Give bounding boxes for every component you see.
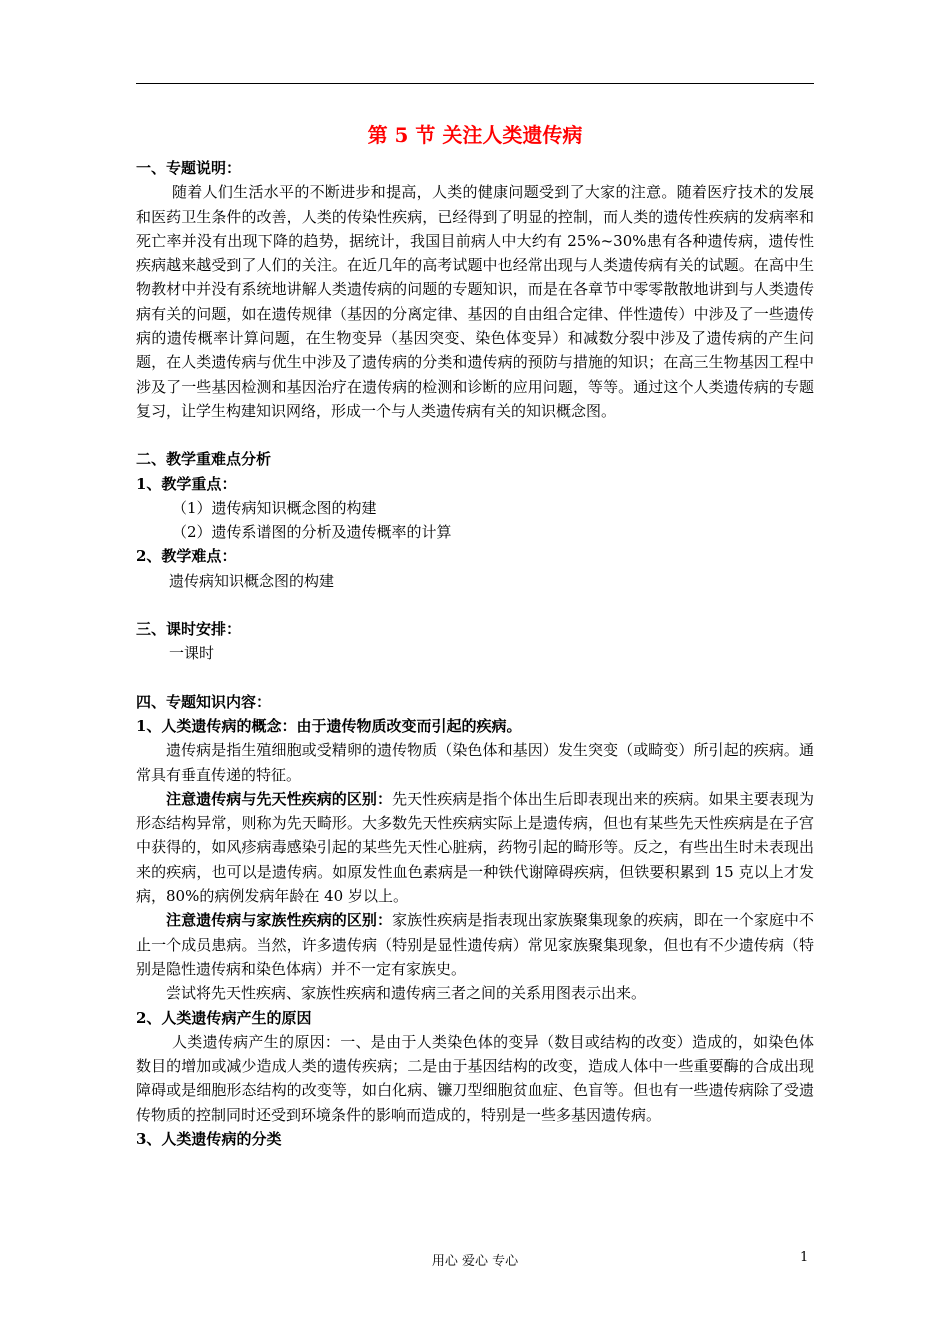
difficulty-text: 遗传病知识概念图的构建 [169,571,335,590]
footer-motto: 用心 爱心 专心 [431,1254,519,1269]
section-1-heading: 一、专题说明： [136,159,242,177]
section-1-paragraph: 随着人们生活水平的不断进步和提高，人类的健康问题受到了大家的注意。随着医疗技术的发展和医药卫生条件的改善，人类的传染性疾病，已经得到了明显的控制，而人类的遗传性疾病的发病率和死亡率并没有出现下降的趋势，据统计，我国目前病人中大约有 25%~30%患有各种遗传病，遗传性疾病越来越受到了人们的关注。在近几年的高考试题中也经常出现与人类遗传病有关的试题。在高中生物教材中并没有系统地讲解人类遗传病的问题的专题知识，而是在各章节中零零散散地讲到与人类遗传病有关的问题，如在遗传规律（基因的分离定律、基因的自由组合定律、伴性遗传）中涉及了一些遗传病的遗传概率计算问题，在生物变异（基因突变、染色体变异）和减数分裂中涉及了遗传病的产生问题，在人类遗传病与优生中涉及了遗传病的分类和遗传病的预防与措施的知识；在高三生物基因工程中涉及了一些基因检测和基因治疗在遗传病的检测和诊断的应用问题，等等。通过这个人类遗传病的专题复习，让学生构建知识网络，形成一个与人类遗传病有关的知识概念图。 [136,183,814,420]
header-rule [136,83,814,84]
note-familial-paragraph [136,908,814,981]
focus-heading: 1、教学重点： [136,474,237,493]
focus-item-2: （2）遗传系谱图的分析及遗传概率的计算 [172,523,452,542]
sub-3-heading: 3、人类遗传病的分类 [136,1129,282,1148]
spacer [136,666,814,690]
section-2-heading: 二、教学重难点分析 [136,450,272,469]
difficulty-heading: 2、教学难点： [136,547,237,566]
page-number: 1 [800,1250,809,1265]
spacer [136,423,814,447]
spacer [136,593,814,617]
section-3-heading: 三、课时安排： [136,620,242,639]
document-title: 第 5 节 关注人类遗传病 [367,123,583,147]
section-4-heading: 四、专题知识内容： [136,692,272,711]
focus-item-1: （1）遗传病知识概念图的构建 [172,498,377,517]
sub-2-paragraph: 人类遗传病产生的原因：一、是由于人类染色体的变异（数目或结构的改变）造成的，如染色体数目的增加或减少造成人类的遗传疾病；二是由于基因结构的改变，造成人体中一些重要酶的合成出现障碍或是细胞形态结构的改变等，如白化病、镰刀型细胞贫血症、色盲等。但也有一些遗传病除了受遗传物质的控制同时还受到环境条件的影响而造成的，特别是一些多基因遗传病。 [136,1032,814,1124]
note-familial-label: 注意遗传病与家族性疾病的区别： [166,911,393,930]
note-congenital-label: 注意遗传病与先天性疾病的区别： [166,789,393,808]
note-familial-text: 家族性疾病是指表现出家族聚集现象的疾病，即在一个家庭中不止一个成员患病。当然，许多遗传病（特别是显性遗传病）常见家族聚集现象，但也有不少遗传病（特别是隐性遗传病和染色体病）并不一定有家族史。 [136,911,814,978]
document-body [136,118,814,1151]
try-text: 尝试将先天性疾病、家族性疾病和遗传病三者之间的关系用图表示出来。 [166,984,647,1003]
note-congenital-text: 先天性疾病是指个体出生后即表现出来的疾病。如果主要表现为形态结构异常，则称为先天畸形。大多数先天性疾病实际上是遗传病，但也有某些先天性疾病是在子宫中获得的，如风疹病毒感染引起的某些先天性心脏病，药物引起的畸形等。反之，有些出生时未表现出来的疾病，也可以是遗传病。如原发性血色素病是一种铁代谢障碍疾病，但铁要积累到 15 克以上才发病，80%的病例发病年龄在 40 岁以上。 [136,789,814,906]
sub-2-heading: 2、人类遗传病产生的原因 [136,1008,312,1027]
note-congenital-paragraph [136,787,814,908]
sub-1-paragraph: 遗传病是指生殖细胞或受精卵的遗传物质（染色体和基因）发生突变（或畸变）所引起的疾病。通常具有垂直传递的特征。 [136,741,814,784]
schedule-text: 一课时 [169,644,215,663]
sub-1-heading: 1、人类遗传病的概念：由于遗传物质改变而引起的疾病。 [136,716,522,735]
